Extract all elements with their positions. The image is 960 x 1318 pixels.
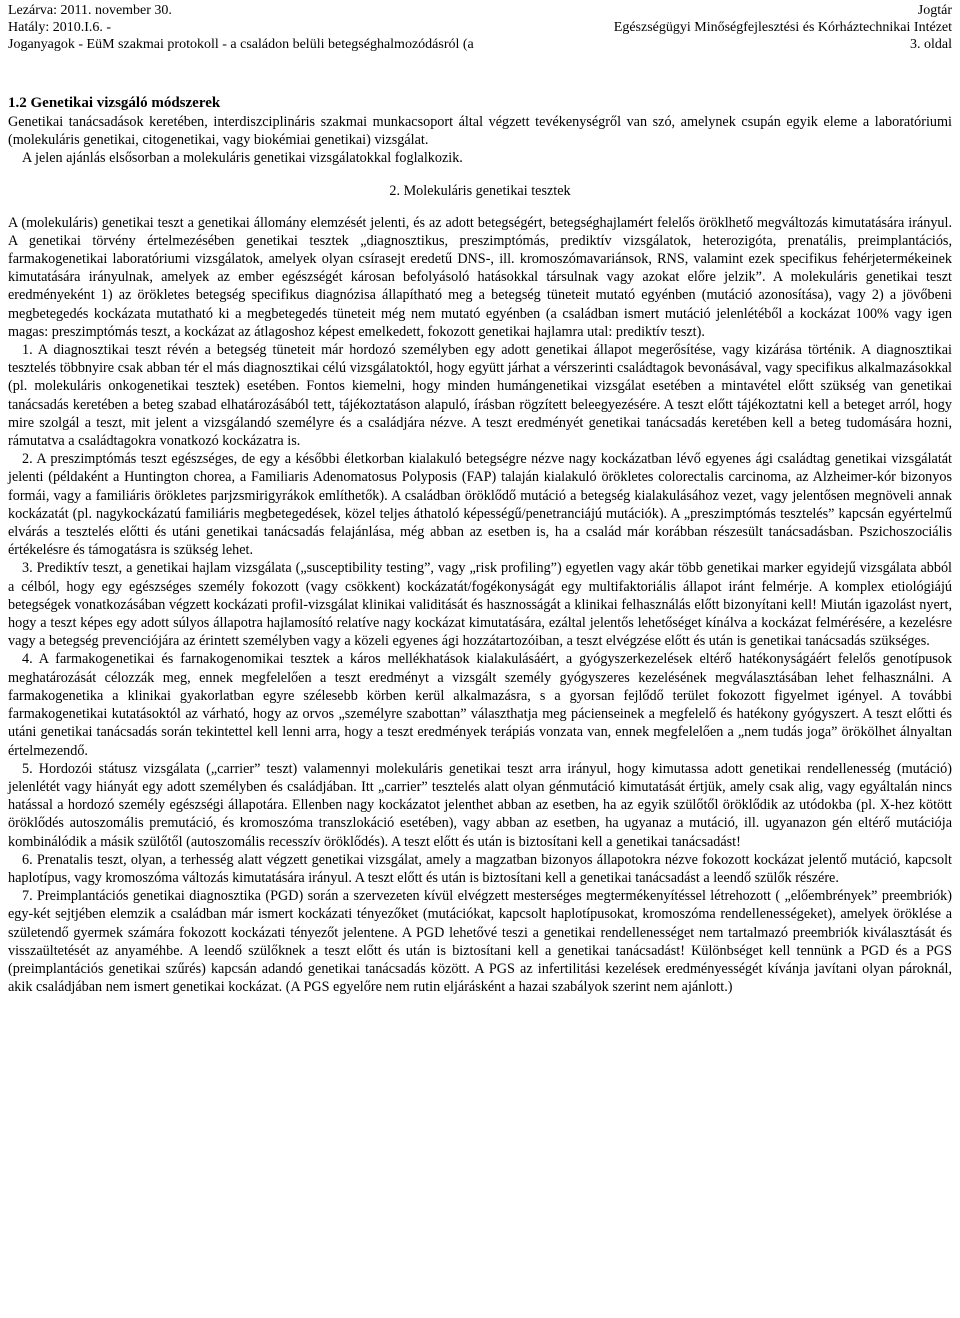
list-item-preimplantation-diagnostics: 7. Preimplantációs genetikai diagnosztika (PGD) során a szervezeten kívül elvégzett mesterséges megtermékenyítéssel létrehozott ( „előembrények” preembriók) egy-két sejtjében elemzik a családban már ismert kockázati tényezőket (mutációkat, kapcsolt haplotípusokat, kromoszóma rendellenességeket), amelyek öröklése a születendő gyermek számára fokozott kockázati tényezőt jelentene. A PGD lehetővé teszi a genetikai rendellenességet nem tartalmazó preembriók kiválasztását és visszaültetését az anyaméhbe. A leendő szülőknek a teszt előtt és után is biztosítani kell a genetikai tanácsadást! Különbséget kell tennünk a PGD és a PGS (preimplantációs genetikai szűrés) kapcsán adandó genetikai tanácsadás között. A PGS az infertilitási kezelések eredményességét kívánja javítani olyan pároknál, akik családjában nem ismert genetikai kockázat. (A PGS egyelőre nem rutin eljárásként a hazai szabályok szerint nem ajánlott.)	[8, 888, 952, 996]
section-title: 1.2 Genetikai vizsgáló módszerek	[8, 95, 221, 111]
header-institute: Egészségügyi Minőségfejlesztési és Kórháztechnikai Intézet	[613, 20, 952, 35]
subsection-title: 2. Molekuláris genetikai tesztek	[389, 182, 571, 199]
header-row-1	[8, 2, 952, 19]
header-closed-date: Lezárva: 2011. november 30.	[8, 3, 172, 18]
list-item-pharmacogenetic-test: 4. A farmakogenetikai és farnakogenomikai tesztek a káros mellékhatások kialakulásáért, a gyógyszerkezelések eltérő hatékonyságáért felelős genotípusok meghatározását célozzák meg, ennek megfelelően a teszt eredményt a vizsgált személy gyógyszeres kezelésének megválasztásában lehet felhasználni. A farmakogenetika a klinikai gyakorlatban egyre szélesebb körben kerül alkalmazásra, s a gyorsan fejlődő terület fokozott figyelmet igényel. A további farmakogenetikai kutatásoktól az várható, hogy az orvos „személyre szabottan” választhatja meg pácienseinek a megfelelő és hatékony gyógyszert. A teszt előtti és utáni genetikai tanácsadás során tekintettel kell lenni arra, hogy a teszt eredmények terápiás vonzata van, ennek megfelelően a „nem tudás joga” örökölhet álnyaltan értelmezendő.	[8, 651, 952, 759]
header-document-title: Joganyagok - EüM szakmai protokoll - a családon belüli betegséghalmozódásról (a	[8, 37, 474, 52]
intro-paragraph: A jelen ajánlás elsősorban a molekuláris genetikai vizsgálatokkal foglalkozik.	[22, 150, 463, 167]
page-header	[8, 2, 952, 53]
header-row-3	[8, 36, 952, 53]
list-item-predictive-test: 3. Prediktív teszt, a genetikai hajlam vizsgálata („susceptibility testing”, vagy „risk profiling”) egyetlen vagy akár több genetikai marker egyidejű vizsgálata abból a célból, hogy egy egészséges személy fokozott (vagy csökkent) kockázatát/fogékonyságát egy multifaktoriális állapot iránt felmérje. A komplex etiológiájú betegségek vonatkozásában végzett kockázati profil-vizsgálat klinikai validitását és hasznosságát a klinikai felhasználás előtt bizonyítani kell! Miután igazolást nyert, hogy a teszt képes egy adott súlyos állapotra hajlamosító relatíve nagy kockázat kimutatására, ezáltal jelentős lehetőséget kínálva a kockázat felmérésére, a kezelésre vagy a betegség prevenciójára az érintett személyben vagy a közeli egyenes ági hozzátartozóiban, a teszt elvégzése előtt és után is genetikai tanácsadás szükséges.	[8, 560, 952, 650]
list-item-diagnostic-test: 1. A diagnosztikai teszt révén a betegség tüneteit már hordozó személyben egy adott genetikai állapot megerősítése, vagy kizárása történik. A diagnosztikai tesztelés többnyire csak abban tér el más diagnosztikai célú vizsgálatoktól, hogy együtt járhat a vérszerinti családtagok bevonásával, vagy specifikus alkalmazásokkal (pl. molekuláris onkogenetikai tesztek) esetében. Fontos kiemelni, hogy minden humángenetikai vizsgálat esetében a mintavétel előtt szükség van genetikai tanácsadás keretében a beteg szabad elhatározásából tett, tájékoztatáson alapuló, írásban rögzített beleegyezésére. A teszt előtt tájékoztatni kell a beteget arról, hogy mire szolgál a teszt, mit jelent a vizsgálandó személyre és a családjára nézve. A teszt eredményét genetikai tanácsadás keretében kell a beteg tudomására hozni, rámutatva a családtagokra vonatkozó kockázatra is.	[8, 342, 952, 450]
list-item-presymptomatic-test: 2. A preszimptómás teszt egészséges, de egy a későbbi életkorban kialakuló betegségre nézve nagy kockázatban lévő egyenes ági családtag genetikai vizsgálatát jelenti (példaként a Huntington chorea, a Familiaris Adenomatosus Polyposis (FAP) talaján kialakuló örökletes colorectalis carcinoma, az Alzheimer-kór bizonyos formái, vagy a familiáris örökletes parjzsmirigyrákok említhetők). A családban öröklődő mutáció a betegség kialakulásához vezet, vagy jelentősen megnöveli annak kockázatát (pl. nagykockázatú familiáris megbetegedések, közel teljes áthatoló képességű/penetranciájú mutációk). A „preszimptómás tesztelés” kapcsán egyértelmű elvárás a tesztelés előtti és utáni genetikai tanácsadás felajánlása, még abban az esetben is, ha a család már korábban részesült tanácsadásban. Pszichoszociális értékelésre és támogatásra is szükség lehet.	[8, 451, 952, 559]
intro-paragraph: Genetikai tanácsadások keretében, interdiszciplináris szakmai munkacsoport által végzett tevékenységről van szó, amelynek csupán egyik eleme a laboratóriumi (molekuláris genetikai, citogenetikai, vagy biokémiai genetikai) vizsgálat.	[8, 114, 952, 149]
header-validity: Hatály: 2010.I.6. -	[8, 20, 112, 35]
list-item-prenatal-test: 6. Prenatalis teszt, olyan, a terhesség alatt végzett genetikai vizsgálat, amely a magzatban bizonyos állapotokra nézve fokozott kockázat jelentő mutáció, kapcsolt haplotípus, vagy kromoszóma változás kimutatására irányul. A teszt előtt és után is biztosítani kell a genetikai tanácsadást a leendő szülők részére.	[8, 851, 952, 886]
body-paragraph: A (molekuláris) genetikai teszt a genetikai állomány elemzését jelenti, és az adott betegségért, betegséghajlamért felelős öröklhető megváltozás kimutatására irányul. A genetikai törvény értelmezésében genetikai tesztek „diagnosztikus, preszimptómás, prediktív vizsgálatok, heterozigóta, prenatális, preimplantációs, farmakogenetikai laboratóriumi vizsgálatok, amelyek olyan csírasejt eredetű DNS-, ill. kromoszómavariánsok, RNS, valamint ezek specifikus fehérjetermékeinek kimutatására irányulnak, amelyek az ember egészségét károsan befolyásoló hatásokkal társulnak vagy azokat előre jelzik”. A molekuláris genetikai teszt eredményeként 1) az örökletes betegség specifikus diagnózisa állapítható meg a betegség tüneteit mutató egyénben (mutáció azonosítása), vagy 2) a jövőbeni megbetegedés kockázata mutatható ki a megbetegedés tüneteit még nem mutató egyénben (a családban ismert mutáció jelenlétéből a kockázat 100% vagy igen magas: preszimptómás teszt, a kockázat az átlagoshoz képest emelkedett, fokozott genetikai hajlamra utal: prediktív teszt).	[8, 214, 952, 340]
header-page-number: 3. oldal	[910, 37, 952, 52]
list-item-carrier-test: 5. Hordozói státusz vizsgálata („carrier” teszt) valamennyi molekuláris genetikai teszt arra irányul, hogy kimutassa adott genetikai rendellenesség (mutáció) jelenlétét vagy hiányát egy adott személyben és családjában. Itt „carrier” tesztelés alatt olyan génmutáció kimutatását értjük, amely csak alig, vagy egyáltalán nincs hatással a hordozó személy egészségi állapotára. Ellenben nagy kockázatot jelenthet abban az esetben, ha az egyik szülőtől öröklődik az utódokba (pl. X-hez kötött öröklődés autoszomális premutáció, és kromoszóma transzlokáció esetében), vagy abban az esetben, ha ugyanaz a mutáció, ill. ugyanazon gén eltérő mutációja kombinálódik a másik szülőtől (autoszomális recesszív öröklődés). A teszt előtt és után is biztosítani kell a genetikai tanácsadást!	[8, 760, 952, 850]
header-row-2	[8, 19, 952, 36]
header-publisher: Jogtár	[917, 3, 952, 18]
document-body	[8, 94, 952, 996]
